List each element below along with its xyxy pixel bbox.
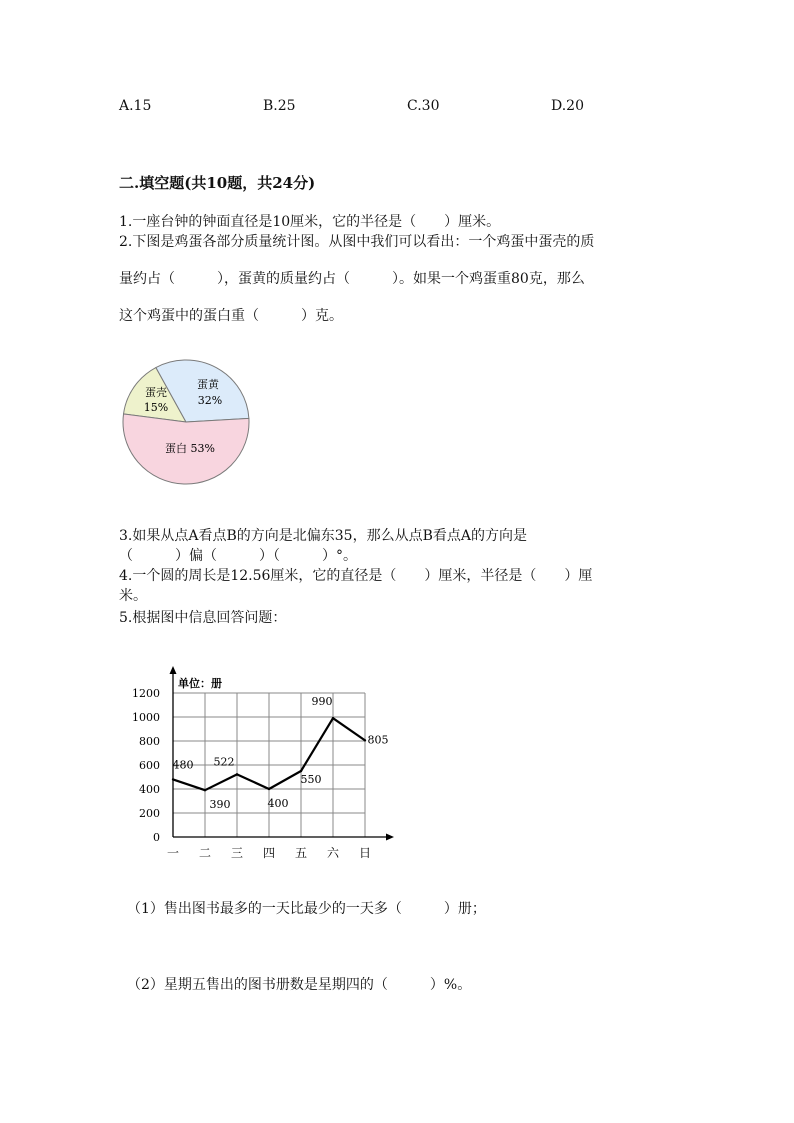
x-tick-label: 六 [326,846,340,860]
question-2-line-3: 这个鸡蛋中的蛋白重（ ）克。 [119,308,343,324]
question-2-line-2: 量约占（ ），蛋黄的质量约占（ ）。如果一个鸡蛋重80克，那么 [119,271,585,287]
x-axis-arrow [386,834,394,841]
x-tick-label: 日 [358,846,372,860]
option-c: C.30 [407,98,440,114]
y-tick-label: 200 [139,807,160,820]
book-sales-line-chart [120,660,410,868]
point-label: 522 [213,755,235,769]
point-label: 390 [209,798,231,812]
y-tick-label: 600 [139,759,160,772]
data-point [364,739,366,741]
option-d: D.20 [551,98,584,114]
y-tick-label: 400 [139,783,160,796]
chart-grid [170,666,395,841]
sub-question-2: （2）星期五售出的图书册数是星期四的（ ）%。 [127,977,472,993]
pie-label-white: 蛋白 53% [165,442,215,455]
question-4-line-2: 米。 [119,588,147,604]
data-point [172,778,174,780]
question-1: 1.一座台钟的钟面直径是10厘米，它的半径是（ ）厘米。 [119,214,501,230]
y-axis-arrow [170,666,177,674]
point-label: 480 [172,758,194,772]
sub-question-1: （1）售出图书最多的一天比最少的一天多（ ）册； [127,901,486,917]
egg-pie-chart [118,356,254,488]
y-tick-labels [132,687,160,844]
y-tick-label: 0 [153,831,160,844]
question-3-line-1: 3.如果从点A看点B的方向是北偏东35，那么从点B看点A的方向是 [119,528,527,544]
pie-label-yolk: 蛋黄 [197,378,219,391]
x-tick-labels [167,846,371,860]
data-point [300,770,302,772]
x-tick-label: 三 [230,846,244,860]
question-2-line-1: 2.下图是鸡蛋各部分质量统计图。从图中我们可以看出：一个鸡蛋中蛋壳的质 [119,234,595,250]
chart-unit-label: 单位：册 [178,677,222,690]
x-tick-label: 五 [294,846,308,860]
x-tick-label: 二 [198,846,212,860]
point-label: 990 [311,695,333,709]
option-b: B.25 [263,98,296,114]
x-tick-label: 四 [262,846,276,860]
data-point [204,789,206,791]
pie-value-shell: 15% [143,401,169,414]
y-tick-label: 1000 [132,711,160,724]
point-label: 400 [267,797,289,810]
question-5: 5.根据图中信息回答问题： [119,610,287,626]
section-title: 二.填空题(共10题，共24分) [119,174,316,192]
data-point [332,717,334,719]
pie-value-yolk: 32% [197,394,223,407]
y-tick-label: 1200 [132,687,160,700]
option-a: A.15 [119,98,152,114]
question-3-line-2: （ ）偏（ ）（ ）°。 [119,548,357,564]
x-tick-label: 一 [166,846,180,860]
data-point [268,788,270,790]
pie-label-shell: 蛋壳 [145,386,167,399]
pie-slices [123,360,249,484]
y-tick-label: 800 [139,735,160,748]
question-4-line-1: 4.一个圆的周长是12.56厘米，它的直径是（ ）厘米，半径是（ ）厘 [119,568,593,584]
point-label: 805 [367,733,389,747]
data-point [236,773,238,775]
point-label: 550 [300,773,322,786]
